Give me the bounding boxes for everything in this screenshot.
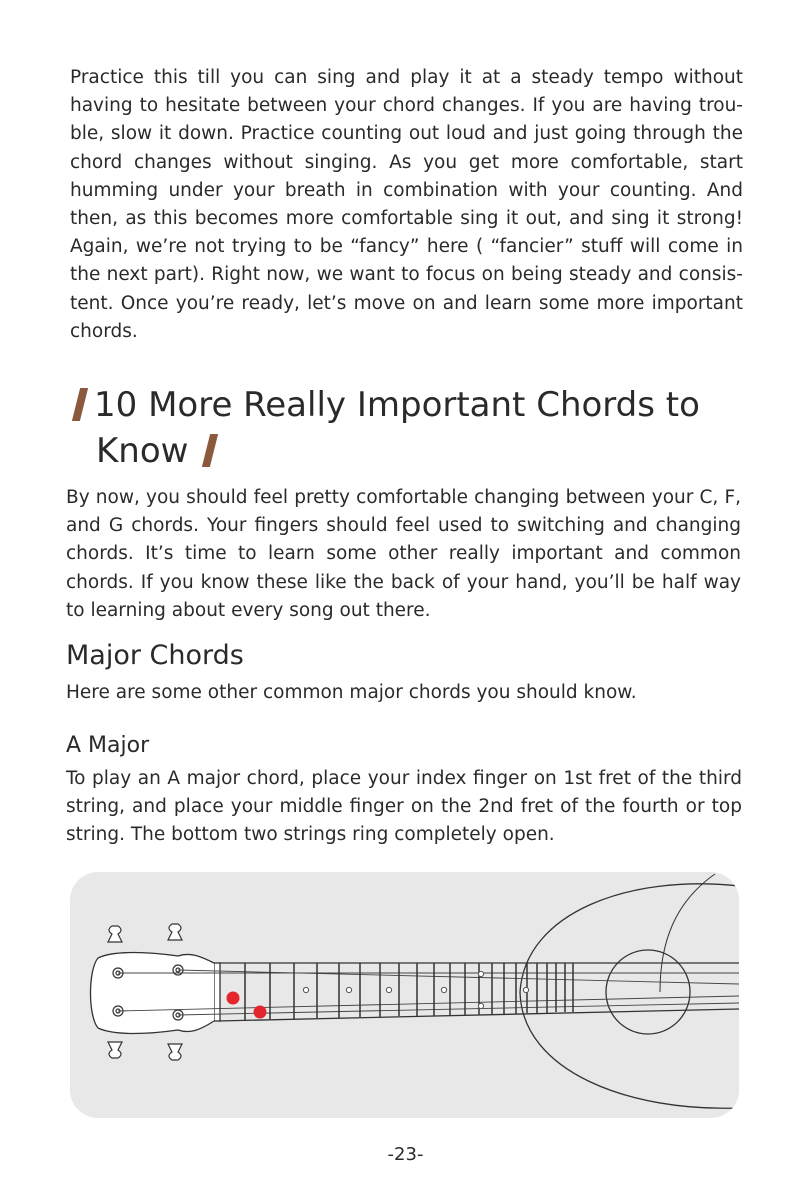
page-number: -23-: [387, 1144, 424, 1165]
ukulele-illustration: [70, 872, 739, 1118]
section-title: [70, 382, 750, 474]
a-major-heading: A Major: [66, 733, 150, 758]
major-chords-paragraph: Here are some other common major chords you should know.: [66, 682, 637, 703]
section-title-line2: Know: [96, 431, 189, 471]
section-paragraph: By now, you should feel pretty comfortable changing between your C, F, and G chords. Your fingers should feel used to switching and changing chords. It’s time to learn some other really important and common chords. If you know these like the back of your hand, you’ll be half way to learning about every song out there.: [66, 487, 741, 621]
ukulele-body-edge: [660, 874, 715, 992]
ukulele-body-outline: [520, 884, 739, 1108]
intro-paragraph: Practice this till you can sing and play it at a steady tempo without having to hesitate between your chord changes. If you are having trou-ble, slow it down. Practice counting out loud and just going through the chord changes without singing. As you get more comfortable, start humming under your breath in combination with your counting. And then, as this becomes more comfortable sing it out, and sing it strong! Again, we’re not trying to be “fancy” here ( “fancier” stuff will come in the next part). Right now, we want to focus on being steady and consis-tent. Once you’re ready, let’s move on and learn some more important chords.: [70, 67, 743, 342]
major-chords-heading: Major Chords: [66, 640, 244, 671]
finger-dot-middle: [254, 1006, 267, 1019]
a-major-paragraph: To play an A major chord, place your index finger on 1st fret of the third string, and place your middle finger on the 2nd fret of the fourth or top string. The bottom two strings ring completely open.: [66, 768, 742, 846]
finger-dot-index: [227, 992, 240, 1005]
fret-markers: [303, 971, 528, 1008]
title-slash-decoration: [72, 388, 88, 421]
title-slash-decoration-end: [202, 434, 218, 467]
section-title-line1: 10 More Really Important Chords to: [94, 385, 700, 425]
nut: [214, 963, 220, 1021]
a-major-chord-diagram: [70, 872, 739, 1118]
headstock: [91, 953, 215, 1034]
